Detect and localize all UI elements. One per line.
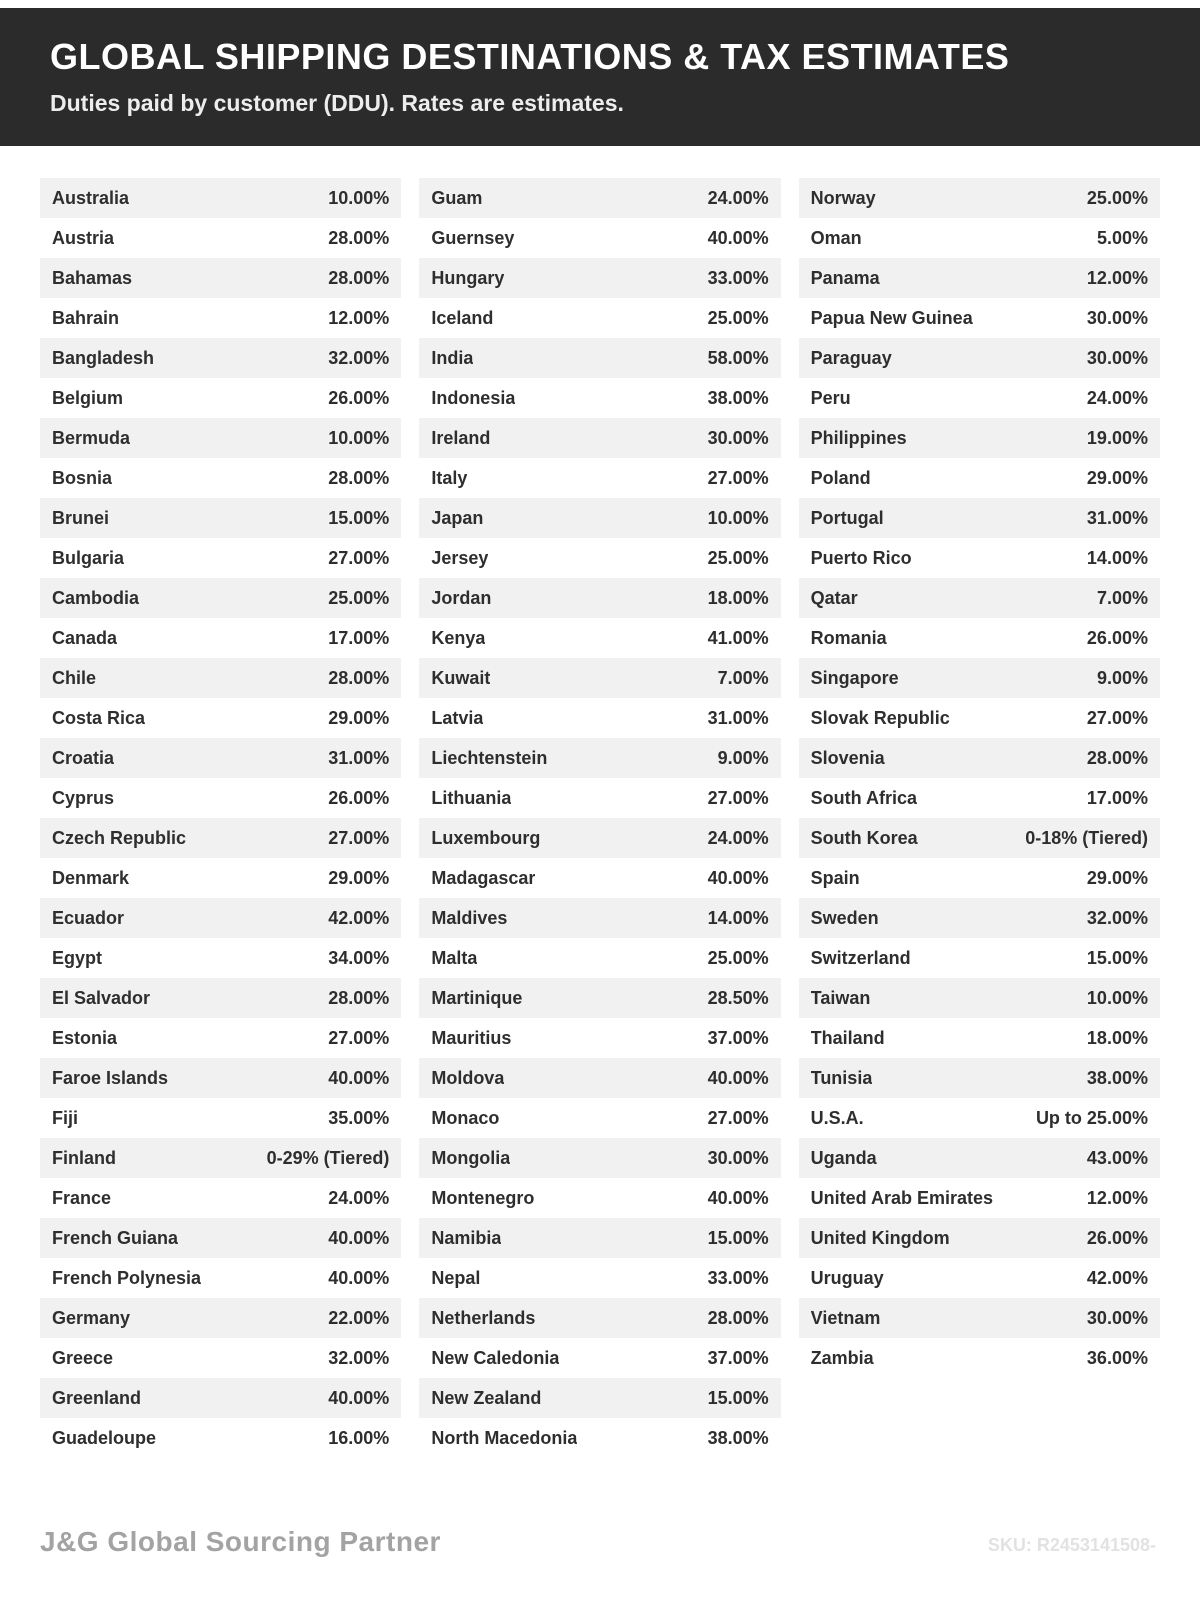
rate-value: 27.00% — [707, 787, 769, 808]
country-label: Canada — [52, 627, 118, 648]
country-label: Bulgaria — [52, 547, 125, 568]
country-label: Hungary — [431, 267, 505, 288]
country-label: Egypt — [52, 947, 103, 968]
rate-value: 0-29% (Tiered) — [266, 1147, 390, 1168]
country-label: Martinique — [431, 987, 523, 1008]
country-label: Brunei — [52, 507, 110, 528]
table-row — [40, 1138, 401, 1178]
country-label: Bosnia — [52, 467, 113, 488]
rate-value: 29.00% — [1086, 867, 1148, 888]
country-label: North Macedonia — [431, 1427, 578, 1448]
country-label: Finland — [52, 1147, 116, 1168]
rate-value: 9.00% — [1096, 667, 1148, 688]
country-label: Montenegro — [431, 1187, 535, 1208]
rate-value: 22.00% — [328, 1307, 390, 1328]
rate-value: 28.00% — [328, 227, 390, 248]
header-banner — [0, 8, 1200, 146]
rate-value: 14.00% — [1086, 547, 1148, 568]
table-row — [419, 698, 780, 738]
rate-value: 42.00% — [1086, 1267, 1148, 1288]
rate-value: 28.00% — [328, 987, 390, 1008]
table-row — [799, 978, 1160, 1018]
footer — [40, 1526, 1156, 1558]
table-row — [799, 1178, 1160, 1218]
rate-value: 12.00% — [1086, 267, 1148, 288]
rate-column-2 — [419, 178, 780, 1458]
table-row — [40, 618, 401, 658]
rate-value: 25.00% — [707, 307, 769, 328]
rate-value: 28.00% — [328, 667, 390, 688]
table-row — [40, 1018, 401, 1058]
table-row — [799, 1018, 1160, 1058]
table-row — [799, 938, 1160, 978]
rate-value: 17.00% — [328, 627, 390, 648]
table-row — [799, 698, 1160, 738]
table-row — [40, 1298, 401, 1338]
rate-value: 7.00% — [1096, 587, 1148, 608]
table-row — [799, 458, 1160, 498]
country-label: Oman — [810, 227, 862, 248]
rate-value: 34.00% — [328, 947, 390, 968]
table-row — [799, 1058, 1160, 1098]
country-label: Iceland — [431, 307, 494, 328]
country-label: Croatia — [52, 747, 115, 768]
rate-value: 38.00% — [707, 387, 769, 408]
rate-value: 25.00% — [707, 547, 769, 568]
country-label: Singapore — [810, 667, 899, 688]
rate-value: 26.00% — [1086, 627, 1148, 648]
country-label: France — [52, 1187, 112, 1208]
table-row — [40, 458, 401, 498]
country-label: Switzerland — [810, 947, 911, 968]
rate-value: 24.00% — [707, 187, 769, 208]
country-label: Papua New Guinea — [810, 307, 973, 328]
rate-value: 28.00% — [328, 467, 390, 488]
country-label: El Salvador — [52, 987, 151, 1008]
rate-value: 25.00% — [328, 587, 390, 608]
rate-value: 10.00% — [1086, 987, 1148, 1008]
rate-value: 31.00% — [1086, 507, 1148, 528]
rate-value: 15.00% — [1086, 947, 1148, 968]
table-row — [799, 1338, 1160, 1378]
table-row — [799, 258, 1160, 298]
country-label: Luxembourg — [431, 827, 541, 848]
country-label: Chile — [52, 667, 97, 688]
table-row — [40, 778, 401, 818]
country-label: Sweden — [810, 907, 879, 928]
country-label: Ecuador — [52, 907, 125, 928]
country-label: Thailand — [810, 1027, 885, 1048]
rate-value: 9.00% — [717, 747, 769, 768]
country-label: Austria — [52, 227, 115, 248]
table-row — [419, 778, 780, 818]
table-row — [799, 178, 1160, 218]
rate-value: 37.00% — [707, 1347, 769, 1368]
rate-value: 30.00% — [1086, 1307, 1148, 1328]
country-label: Mongolia — [431, 1147, 511, 1168]
table-row — [419, 1178, 780, 1218]
country-label: Slovak Republic — [810, 707, 950, 728]
rate-column-1 — [40, 178, 401, 1458]
rate-value: 19.00% — [1086, 427, 1148, 448]
rate-value: 30.00% — [1086, 347, 1148, 368]
rate-value: 32.00% — [1086, 907, 1148, 928]
table-row — [799, 778, 1160, 818]
rate-value: 40.00% — [707, 867, 769, 888]
rate-value: 40.00% — [328, 1267, 390, 1288]
rate-value: 26.00% — [1086, 1227, 1148, 1248]
table-row — [419, 1018, 780, 1058]
country-label: Indonesia — [431, 387, 516, 408]
rate-column-3 — [799, 178, 1160, 1458]
table-row — [419, 1258, 780, 1298]
rate-value: 12.00% — [1086, 1187, 1148, 1208]
country-label: Denmark — [52, 867, 130, 888]
rate-value: 15.00% — [328, 507, 390, 528]
rate-value: 38.00% — [1086, 1067, 1148, 1088]
table-row — [40, 258, 401, 298]
rate-value: 27.00% — [707, 1107, 769, 1128]
table-row — [40, 218, 401, 258]
country-label: Zambia — [810, 1347, 874, 1368]
rate-value: Up to 25.00% — [1035, 1107, 1148, 1128]
rate-value: 10.00% — [328, 427, 390, 448]
page-title: GLOBAL SHIPPING DESTINATIONS & TAX ESTIMATES — [50, 36, 1010, 77]
country-label: Maldives — [431, 907, 508, 928]
country-label: Guam — [431, 187, 483, 208]
table-row — [419, 458, 780, 498]
country-label: Panama — [810, 267, 880, 288]
table-row — [799, 498, 1160, 538]
table-row — [419, 1218, 780, 1258]
rate-value: 27.00% — [328, 547, 390, 568]
country-label: Namibia — [431, 1227, 502, 1248]
table-row — [40, 418, 401, 458]
country-label: Uganda — [810, 1147, 877, 1168]
country-label: Cyprus — [52, 787, 115, 808]
table-row — [40, 698, 401, 738]
country-label: United Arab Emirates — [810, 1187, 994, 1208]
country-label: Australia — [52, 187, 130, 208]
country-label: Spain — [810, 867, 860, 888]
rate-value: 27.00% — [1086, 707, 1148, 728]
country-label: Nepal — [431, 1267, 481, 1288]
country-label: Guadeloupe — [52, 1427, 157, 1448]
country-label: South Korea — [810, 827, 918, 848]
rate-value: 29.00% — [328, 707, 390, 728]
rate-value: 24.00% — [328, 1187, 390, 1208]
table-row — [419, 298, 780, 338]
table-row — [799, 298, 1160, 338]
rate-value: 38.00% — [707, 1427, 769, 1448]
rate-value: 18.00% — [1086, 1027, 1148, 1048]
country-label: Kuwait — [431, 667, 491, 688]
table-row — [799, 578, 1160, 618]
table-row — [799, 618, 1160, 658]
rate-value: 10.00% — [707, 507, 769, 528]
table-row — [40, 1218, 401, 1258]
sku-label: SKU: R2453141508- — [987, 1535, 1156, 1555]
table-row — [40, 1178, 401, 1218]
rate-value: 37.00% — [707, 1027, 769, 1048]
rate-value: 0-18% (Tiered) — [1025, 827, 1148, 848]
rate-value: 27.00% — [707, 467, 769, 488]
table-row — [40, 978, 401, 1018]
rate-value: 12.00% — [328, 307, 390, 328]
rate-value: 27.00% — [328, 1027, 390, 1048]
rate-value: 35.00% — [328, 1107, 390, 1128]
country-label: Vietnam — [810, 1307, 881, 1328]
rate-value: 28.50% — [707, 987, 769, 1008]
country-label: Portugal — [810, 507, 884, 528]
rate-value: 24.00% — [1086, 387, 1148, 408]
country-label: Jersey — [431, 547, 489, 568]
table-row — [799, 378, 1160, 418]
rate-value: 18.00% — [707, 587, 769, 608]
table-row — [40, 378, 401, 418]
rate-value: 29.00% — [1086, 467, 1148, 488]
country-label: Japan — [431, 507, 484, 528]
table-row — [419, 858, 780, 898]
rate-value: 30.00% — [1086, 307, 1148, 328]
rate-value: 43.00% — [1086, 1147, 1148, 1168]
country-label: Mauritius — [431, 1027, 512, 1048]
brand-label: J&G Global Sourcing Partner — [40, 1526, 441, 1557]
table-row — [419, 1098, 780, 1138]
rate-value: 16.00% — [328, 1427, 390, 1448]
table-row — [419, 258, 780, 298]
rate-value: 28.00% — [328, 267, 390, 288]
table-row — [40, 1338, 401, 1378]
table-row — [40, 1418, 401, 1458]
table-row — [799, 658, 1160, 698]
table-row — [40, 738, 401, 778]
country-label: Poland — [810, 467, 871, 488]
country-label: Qatar — [810, 587, 858, 608]
table-row — [40, 898, 401, 938]
table-row — [799, 858, 1160, 898]
country-label: Uruguay — [810, 1267, 884, 1288]
rate-value: 25.00% — [1086, 187, 1148, 208]
country-label: Faroe Islands — [52, 1067, 169, 1088]
table-row — [40, 658, 401, 698]
country-label: Czech Republic — [52, 827, 187, 848]
table-row — [419, 1138, 780, 1178]
rate-value: 42.00% — [328, 907, 390, 928]
country-label: Ireland — [431, 427, 491, 448]
country-label: Malta — [431, 947, 478, 968]
table-row — [799, 338, 1160, 378]
rate-value: 58.00% — [707, 347, 769, 368]
rate-value: 15.00% — [707, 1227, 769, 1248]
rate-value: 40.00% — [328, 1227, 390, 1248]
country-label: Liechtenstein — [431, 747, 548, 768]
country-label: Italy — [431, 467, 468, 488]
country-label: Cambodia — [52, 587, 140, 608]
table-row — [40, 178, 401, 218]
country-label: Taiwan — [810, 987, 871, 1008]
table-row — [419, 538, 780, 578]
country-label: Bermuda — [52, 427, 131, 448]
table-row — [419, 1298, 780, 1338]
table-row — [799, 738, 1160, 778]
table-row — [419, 338, 780, 378]
rates-table — [40, 178, 1160, 1458]
table-row — [419, 218, 780, 258]
table-row — [799, 418, 1160, 458]
rate-value: 40.00% — [707, 1067, 769, 1088]
table-row — [799, 1298, 1160, 1338]
table-row — [419, 498, 780, 538]
table-row — [419, 578, 780, 618]
table-row — [799, 538, 1160, 578]
table-row — [419, 178, 780, 218]
rate-value: 17.00% — [1086, 787, 1148, 808]
country-label: Bangladesh — [52, 347, 155, 368]
country-label: Netherlands — [431, 1307, 536, 1328]
country-label: New Zealand — [431, 1387, 542, 1408]
table-row — [419, 658, 780, 698]
rate-value: 28.00% — [707, 1307, 769, 1328]
country-label: U.S.A. — [810, 1107, 864, 1128]
table-row — [419, 738, 780, 778]
rate-value: 40.00% — [707, 1187, 769, 1208]
country-label: Belgium — [52, 387, 124, 408]
table-row — [40, 818, 401, 858]
country-label: Greece — [52, 1347, 114, 1368]
country-label: Bahamas — [52, 267, 133, 288]
table-row — [799, 1218, 1160, 1258]
table-row — [419, 818, 780, 858]
rate-value: 25.00% — [707, 947, 769, 968]
rate-value: 5.00% — [1096, 227, 1148, 248]
page-subtitle: Duties paid by customer (DDU). Rates are estimates. — [50, 90, 624, 116]
table-row — [419, 1338, 780, 1378]
rate-value: 33.00% — [707, 267, 769, 288]
country-label: Philippines — [810, 427, 907, 448]
table-row — [40, 1378, 401, 1418]
rate-value: 33.00% — [707, 1267, 769, 1288]
table-row — [799, 1098, 1160, 1138]
country-label: Guernsey — [431, 227, 515, 248]
country-label: Costa Rica — [52, 707, 146, 728]
country-label: Estonia — [52, 1027, 118, 1048]
rate-value: 40.00% — [328, 1067, 390, 1088]
country-label: Romania — [810, 627, 887, 648]
country-label: United Kingdom — [810, 1227, 950, 1248]
rate-value: 28.00% — [1086, 747, 1148, 768]
rate-value: 31.00% — [707, 707, 769, 728]
country-label: French Polynesia — [52, 1267, 202, 1288]
table-row — [799, 1138, 1160, 1178]
country-label: Madagascar — [431, 867, 536, 888]
table-row — [40, 338, 401, 378]
table-row — [40, 538, 401, 578]
country-label: Jordan — [431, 587, 492, 608]
table-row — [419, 898, 780, 938]
country-label: Lithuania — [431, 787, 512, 808]
table-row — [40, 298, 401, 338]
country-label: Latvia — [431, 707, 484, 728]
table-row — [40, 858, 401, 898]
country-label: Monaco — [431, 1107, 500, 1128]
rate-value: 15.00% — [707, 1387, 769, 1408]
table-row — [40, 1058, 401, 1098]
rate-value: 32.00% — [328, 1347, 390, 1368]
table-row — [40, 578, 401, 618]
country-label: Tunisia — [810, 1067, 873, 1088]
country-label: Peru — [810, 387, 851, 408]
table-row — [799, 218, 1160, 258]
rate-value: 30.00% — [707, 1147, 769, 1168]
rate-value: 7.00% — [717, 667, 769, 688]
country-label: Kenya — [431, 627, 486, 648]
rate-value: 27.00% — [328, 827, 390, 848]
country-label: India — [431, 347, 474, 368]
rate-value: 10.00% — [328, 187, 390, 208]
rate-value: 29.00% — [328, 867, 390, 888]
rate-value: 24.00% — [707, 827, 769, 848]
rate-value: 41.00% — [707, 627, 769, 648]
table-row — [799, 818, 1160, 858]
country-label: Fiji — [52, 1107, 78, 1128]
country-label: Norway — [810, 187, 876, 208]
country-label: Greenland — [52, 1387, 142, 1408]
country-label: Slovenia — [810, 747, 885, 768]
country-label: South Africa — [810, 787, 917, 808]
rate-value: 40.00% — [707, 227, 769, 248]
table-row — [419, 938, 780, 978]
table-row — [419, 1058, 780, 1098]
rate-value: 14.00% — [707, 907, 769, 928]
table-row — [40, 938, 401, 978]
country-label: New Caledonia — [431, 1347, 560, 1368]
table-row — [40, 1258, 401, 1298]
table-row — [799, 1258, 1160, 1298]
table-row — [419, 1378, 780, 1418]
rate-value: 32.00% — [328, 347, 390, 368]
table-row — [419, 1418, 780, 1458]
table-row — [419, 418, 780, 458]
country-label: Paraguay — [810, 347, 892, 368]
table-row — [419, 618, 780, 658]
rate-value: 36.00% — [1086, 1347, 1148, 1368]
table-row — [419, 378, 780, 418]
table-row — [40, 498, 401, 538]
country-label: Bahrain — [52, 307, 120, 328]
country-label: Germany — [52, 1307, 131, 1328]
rate-value: 26.00% — [328, 387, 390, 408]
rate-value: 40.00% — [328, 1387, 390, 1408]
table-row — [419, 978, 780, 1018]
rate-value: 30.00% — [707, 427, 769, 448]
country-label: French Guiana — [52, 1227, 179, 1248]
country-label: Puerto Rico — [810, 547, 912, 568]
table-row — [799, 898, 1160, 938]
country-label: Moldova — [431, 1067, 505, 1088]
rate-value: 26.00% — [328, 787, 390, 808]
rate-value: 31.00% — [328, 747, 390, 768]
table-row — [40, 1098, 401, 1138]
